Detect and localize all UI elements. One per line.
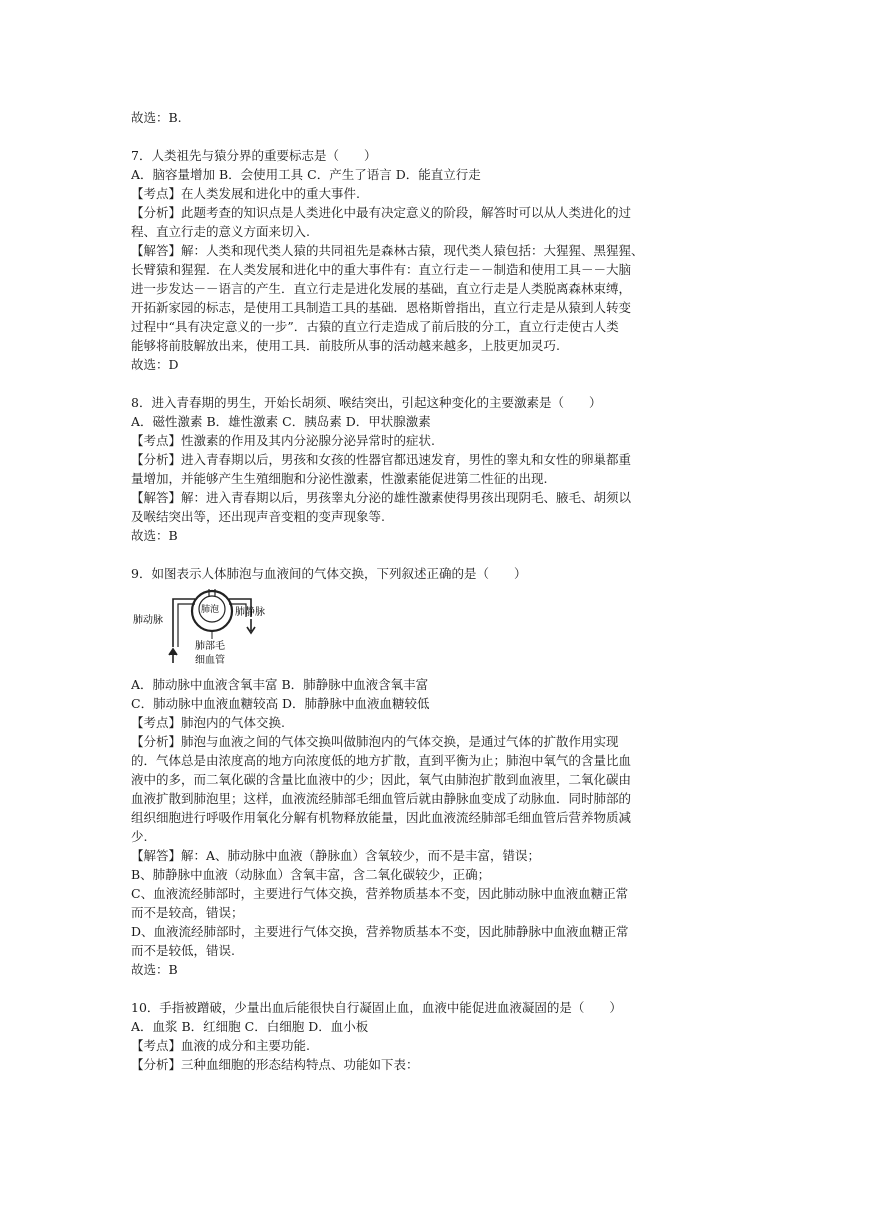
up-arrow-icon (169, 649, 177, 663)
jieda-line: 【解答】解：人类和现代类人猿的共同祖先是森林古猿，现代类人猿包括：大猩猩、黑猩猩、 (131, 243, 644, 258)
question-options: C．肺动脉中血液血糖较高 D．肺静脉中血液血糖较低 (131, 696, 430, 711)
capillary-label-2: 细血管 (195, 655, 225, 666)
jieda-line: 【解答】解：A、肺动脉中血液（静脉血）含氧较少，而不是丰富，错误； (131, 848, 541, 863)
question-9 (131, 564, 741, 979)
vein-label: 肺静脉 (235, 607, 265, 618)
fenxi-line: 少. (131, 829, 148, 844)
kaodian-line: 【考点】血液的成分和主要功能. (131, 1038, 310, 1053)
question-7 (131, 146, 741, 374)
jieda-line: 进一步发达－－语言的产生．直立行走是进化发展的基础，直立行走是人类脱离森林束缚， (131, 281, 632, 296)
answer-line: 故选：B (131, 962, 178, 977)
kaodian-line: 【考点】性激素的作用及其内分泌腺分泌异常时的症状. (131, 433, 435, 448)
document-page (131, 108, 741, 1074)
jieda-line: D、血液流经肺部时，主要进行气体交换，营养物质基本不变，因此肺静脉中血液血糖正常 (131, 924, 629, 939)
alveolus-label: 肺泡 (201, 605, 220, 615)
jieda-line: 而不是较低，错误. (131, 943, 235, 958)
question-options: A．脑容量增加 B．会使用工具 C．产生了语言 D．能直立行走 (131, 167, 481, 182)
question-stem: 9．如图表示人体肺泡与血液间的气体交换，下列叙述正确的是（ ） (131, 566, 527, 581)
fenxi-line: 【分析】三种血细胞的形态结构特点、功能如下表： (131, 1057, 419, 1072)
jieda-line: 长臂猿和猩猩．在人类发展和进化中的重大事件有：直立行走－－制造和使用工具－－大脑 (131, 262, 632, 277)
down-arrow-icon (247, 619, 255, 633)
question-stem: 10．手指被蹭破，少量出血后能很快自行凝固止血，血液中能促进血液凝固的是（ ） (131, 1000, 622, 1015)
kaodian-line: 【考点】肺泡内的气体交换. (131, 715, 285, 730)
fenxi-line: 血液扩散到肺泡里；这样，血液流经肺部毛细血管后就由静脉血变成了动脉血．同时肺部的 (131, 791, 632, 806)
fenxi-line: 程、直立行走的意义方面来切入. (131, 224, 310, 239)
question-stem: 8．进入青春期的男生，开始长胡须、喉结突出，引起这种变化的主要激素是（ ） (131, 395, 602, 410)
fenxi-line: 【分析】肺泡与血液之间的气体交换叫做肺泡内的气体交换，是通过气体的扩散作用实现 (131, 734, 619, 749)
kaodian-line: 【考点】在人类发展和进化中的重大事件. (131, 186, 360, 201)
jieda-line: B、肺静脉中血液（动脉血）含氧丰富，含二氧化碳较少，正确； (131, 867, 491, 882)
question-8 (131, 393, 741, 545)
jieda-line: 开拓新家园的标志，是使用工具制造工具的基础．恩格斯曾指出，直立行走是从猿到人转变 (131, 300, 632, 315)
question-options: A．磁性激素 B．雄性激素 C．胰岛素 D．甲状腺激素 (131, 414, 431, 429)
jieda-line: 及喉结突出等，还出现声音变粗的变声现象等. (131, 509, 385, 524)
alveolus-diagram (131, 587, 271, 669)
question-options: A．肺动脉中血液含氧丰富 B．肺静脉中血液含氧丰富 (131, 677, 429, 692)
answer-line: 故选：B. (131, 110, 182, 125)
question-10 (131, 998, 741, 1074)
capillary-label-1: 肺部毛 (195, 641, 225, 652)
jieda-line: 过程中“具有决定意义的一步”．古猿的直立行走造成了前后肢的分工，直立行走使古人类 (131, 319, 619, 334)
question-options: A．血浆 B．红细胞 C．白细胞 D．血小板 (131, 1019, 369, 1034)
answer-line: 故选：D (131, 357, 179, 372)
fenxi-line: 【分析】进入青春期以后，男孩和女孩的性器官都迅速发育，男性的睾丸和女性的卵巢都重 (131, 452, 632, 467)
jieda-line: 能够将前肢解放出来，使用工具．前肢所从事的活动越来越多，上肢更加灵巧. (131, 338, 560, 353)
jieda-line: 而不是较高，错误； (131, 905, 244, 920)
fenxi-line: 液中的多，而二氧化碳的含量比血液中的少；因此，氧气由肺泡扩散到血液里，二氧化碳由 (131, 772, 632, 787)
fenxi-line: 的．气体总是由浓度高的地方向浓度低的地方扩散，直到平衡为止；肺泡中氧气的含量比血 (131, 753, 632, 768)
fenxi-line: 【分析】此题考查的知识点是人类进化中最有决定意义的阶段，解答时可以从人类进化的过 (131, 205, 632, 220)
jieda-line: 【解答】解：进入青春期以后，男孩睾丸分泌的雄性激素使得男孩出现阴毛、腋毛、胡须以 (131, 490, 632, 505)
fenxi-line: 量增加，并能够产生生殖细胞和分泌性激素，性激素能促进第二性征的出现. (131, 471, 548, 486)
question-stem: 7．人类祖先与猿分界的重要标志是（ ） (131, 148, 377, 163)
jieda-line: C、血液流经肺部时，主要进行气体交换，营养物质基本不变，因此肺动脉中血液血糖正常 (131, 886, 629, 901)
answer-line: 故选：B (131, 528, 178, 543)
artery-label: 肺动脉 (133, 615, 163, 626)
fenxi-line: 组织细胞进行呼吸作用氧化分解有机物释放能量，因此血液流经肺部毛细血管后营养物质减 (131, 810, 632, 825)
